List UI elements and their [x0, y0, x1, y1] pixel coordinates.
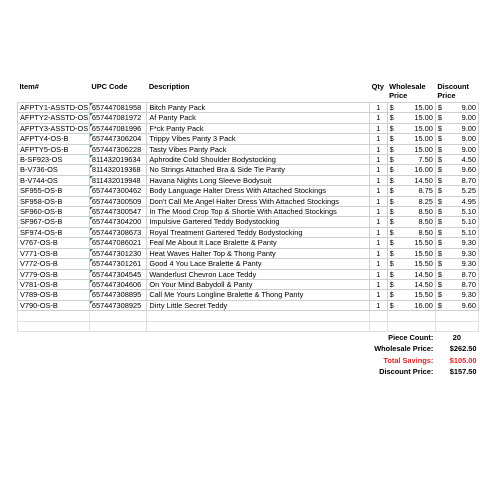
cell-qty[interactable]: 1: [370, 186, 387, 196]
amount: 9.30: [461, 248, 476, 258]
cell-description[interactable]: Impulsive Gartered Teddy Bodystocking: [147, 217, 370, 227]
cell-description[interactable]: Dirty Little Secret Teddy: [147, 300, 370, 310]
cell-discount[interactable]: [435, 279, 478, 289]
wholesale-total-row: [18, 343, 479, 355]
amount: 8.50: [418, 227, 433, 237]
cell-description[interactable]: Tasty Vibes Panty Pack: [147, 144, 370, 154]
total-savings-row: [18, 355, 479, 367]
cell-upc[interactable]: 657447300509: [89, 196, 146, 206]
amount: 8.70: [461, 269, 476, 279]
currency-symbol: $: [437, 186, 442, 196]
currency-symbol: $: [437, 103, 442, 112]
currency-symbol: $: [437, 238, 442, 248]
cell-wholesale[interactable]: [387, 103, 435, 113]
currency-symbol: $: [437, 279, 442, 289]
cell-upc[interactable]: 657447301261: [89, 259, 146, 269]
cell-qty[interactable]: 1: [370, 144, 387, 154]
cell-discount[interactable]: [435, 155, 478, 165]
empty-row: [18, 311, 479, 321]
discount-total-row: [18, 366, 479, 378]
cell-qty[interactable]: 1: [370, 259, 387, 269]
cell-wholesale[interactable]: [387, 259, 435, 269]
cell-discount[interactable]: [435, 144, 478, 154]
amount: 5.10: [461, 217, 476, 227]
cell-wholesale[interactable]: [387, 248, 435, 258]
amount: 7.50: [418, 155, 433, 165]
cell-qty[interactable]: 1: [370, 113, 387, 123]
cell-qty[interactable]: 1: [370, 227, 387, 237]
currency-symbol: $: [389, 227, 394, 237]
table-row: [18, 238, 479, 248]
cell-upc[interactable]: 811432019634: [89, 155, 146, 165]
cell-description[interactable]: Body Language Halter Dress With Attached Stockings: [147, 186, 370, 196]
table-row: [18, 103, 479, 113]
cell-description[interactable]: Heat Waves Halter Top & Thong Panty: [147, 248, 370, 258]
amount: 15.50: [414, 238, 433, 248]
amount: 8.75: [418, 186, 433, 196]
table-row: [18, 290, 479, 300]
cell-description[interactable]: F*ck Panty Pack: [147, 123, 370, 133]
cell-item[interactable]: B-V744-OS: [18, 175, 90, 185]
amount: 8.25: [418, 196, 433, 206]
cell-upc[interactable]: 657447304545: [89, 269, 146, 279]
amount: 9.30: [461, 259, 476, 269]
cell-item[interactable]: AFPTY1-ASSTD-OS: [18, 103, 90, 113]
cell-qty[interactable]: 1: [370, 103, 387, 113]
cell-description[interactable]: Call Me Yours Longline Bralette & Thong Panty: [147, 290, 370, 300]
currency-symbol: $: [437, 290, 442, 300]
table-row: [18, 155, 479, 165]
header-discount-price: Price: [437, 91, 456, 100]
cell-upc[interactable]: 657447304200: [89, 217, 146, 227]
cell-discount[interactable]: [435, 207, 478, 217]
cell-qty[interactable]: 1: [370, 300, 387, 310]
header-description: Description: [148, 81, 190, 91]
amount: 9.60: [461, 300, 476, 310]
amount: 5.10: [461, 227, 476, 237]
amount: 5.10: [461, 207, 476, 217]
cell-wholesale[interactable]: [387, 134, 435, 144]
cell-upc[interactable]: 657447308895: [89, 290, 146, 300]
cell-item[interactable]: SF974-OS-B: [18, 227, 90, 237]
cell-qty[interactable]: 1: [370, 175, 387, 185]
discount-total-value: $157.50: [449, 367, 477, 377]
cell-qty[interactable]: 1: [370, 207, 387, 217]
cell-upc[interactable]: 657447086021: [89, 238, 146, 248]
cell-qty[interactable]: 1: [370, 217, 387, 227]
currency-symbol: $: [389, 134, 394, 144]
cell-upc[interactable]: 657447308673: [89, 227, 146, 237]
currency-symbol: $: [389, 269, 394, 279]
cell-upc[interactable]: 657447081996: [89, 123, 146, 133]
currency-symbol: $: [437, 196, 442, 206]
cell-discount[interactable]: [435, 259, 478, 269]
cell-qty[interactable]: 1: [370, 134, 387, 144]
amount: 14.50: [414, 279, 433, 289]
cell-wholesale[interactable]: [387, 186, 435, 196]
cell-discount[interactable]: [435, 113, 478, 123]
order-table: [17, 80, 479, 378]
cell-item[interactable]: V789-OS-B: [18, 290, 90, 300]
currency-symbol: $: [389, 196, 394, 206]
cell-qty[interactable]: 1: [370, 123, 387, 133]
currency-symbol: $: [389, 165, 394, 175]
table-row: [18, 227, 479, 237]
table-row: [18, 165, 479, 175]
amount: 9.00: [461, 134, 476, 144]
cell-item[interactable]: AFPTY5-OS-B: [18, 144, 90, 154]
cell-wholesale[interactable]: [387, 279, 435, 289]
currency-symbol: $: [389, 207, 394, 217]
cell-item[interactable]: V772-OS-B: [18, 259, 90, 269]
header-discount: Discount: [437, 81, 469, 91]
amount: 8.70: [461, 175, 476, 185]
currency-symbol: $: [437, 259, 442, 269]
table-row: [18, 144, 479, 154]
wholesale-total-value: $262.50: [449, 344, 477, 354]
currency-symbol: $: [437, 207, 442, 217]
currency-symbol: $: [437, 123, 442, 133]
cell-item[interactable]: SF960-OS-B: [18, 207, 90, 217]
header-item: Item#: [19, 81, 39, 91]
amount: 15.00: [414, 113, 433, 123]
cell-discount[interactable]: [435, 165, 478, 175]
header-row: [18, 80, 479, 91]
cell-qty[interactable]: 1: [370, 248, 387, 258]
currency-symbol: $: [437, 165, 442, 175]
cell-description[interactable]: Aphrodite Cold Shoulder Bodystocking: [147, 155, 370, 165]
cell-item[interactable]: V779-OS-B: [18, 269, 90, 279]
amount: 9.00: [461, 103, 476, 112]
cell-qty[interactable]: 1: [370, 269, 387, 279]
cell-description[interactable]: Havana Nights Long Sleeve Bodysuit: [147, 175, 370, 185]
cell-description[interactable]: Af Panty Pack: [147, 113, 370, 123]
spreadsheet: [0, 80, 480, 378]
table-row: [18, 269, 479, 279]
table-row: [18, 113, 479, 123]
cell-discount[interactable]: [435, 300, 478, 310]
amount: 9.30: [461, 238, 476, 248]
amount: 14.50: [414, 269, 433, 279]
cell-upc[interactable]: 657447081972: [89, 113, 146, 123]
amount: 9.00: [461, 113, 476, 123]
cell-wholesale[interactable]: [387, 269, 435, 279]
header-upc: UPC Code: [91, 81, 128, 91]
cell-discount[interactable]: [435, 175, 478, 185]
cell-description[interactable]: Bitch Panty Pack: [147, 103, 370, 113]
cell-discount[interactable]: [435, 269, 478, 279]
empty-row: [18, 321, 479, 331]
cell-description[interactable]: On Your Mind Babydoll & Panty: [147, 279, 370, 289]
cell-description[interactable]: Wanderlust Chevron Lace Teddy: [147, 269, 370, 279]
cell-wholesale[interactable]: [387, 217, 435, 227]
cell-discount[interactable]: [435, 186, 478, 196]
header-qty: Qty: [371, 81, 384, 91]
currency-symbol: $: [389, 217, 394, 227]
cell-item[interactable]: B-V736-OS: [18, 165, 90, 175]
header-wholesale-price: Price: [389, 91, 408, 100]
cell-qty[interactable]: 1: [370, 238, 387, 248]
currency-symbol: $: [389, 279, 394, 289]
currency-symbol: $: [437, 175, 442, 185]
cell-upc[interactable]: 657447301230: [89, 248, 146, 258]
cell-wholesale[interactable]: [387, 227, 435, 237]
cell-qty[interactable]: 1: [370, 290, 387, 300]
cell-qty[interactable]: 1: [370, 196, 387, 206]
currency-symbol: $: [389, 144, 394, 154]
amount: 15.00: [414, 134, 433, 144]
cell-wholesale[interactable]: [387, 144, 435, 154]
amount: 4.50: [461, 155, 476, 165]
cell-description[interactable]: Royal Treatment Gartered Teddy Bodystocking: [147, 227, 370, 237]
amount: 4.95: [461, 196, 476, 206]
cell-upc[interactable]: 657447308925: [89, 300, 146, 310]
currency-symbol: $: [389, 238, 394, 248]
amount: 8.50: [418, 217, 433, 227]
cell-discount[interactable]: [435, 290, 478, 300]
currency-symbol: $: [389, 290, 394, 300]
amount: 15.50: [414, 259, 433, 269]
cell-wholesale[interactable]: [387, 165, 435, 175]
cell-description[interactable]: No Strings Attached Bra & Side Tie Panty: [147, 165, 370, 175]
cell-wholesale[interactable]: [387, 175, 435, 185]
total-savings-value: $105.00: [449, 355, 477, 365]
cell-discount[interactable]: [435, 238, 478, 248]
currency-symbol: $: [389, 175, 394, 185]
amount: 15.00: [414, 144, 433, 154]
cell-wholesale[interactable]: [387, 290, 435, 300]
table-row: [18, 186, 479, 196]
cell-upc[interactable]: 657447300462: [89, 186, 146, 196]
cell-description[interactable]: Don't Call Me Angel Halter Dress With Attached Stockings: [147, 196, 370, 206]
cell-item[interactable]: AFPTY3-ASSTD-OS: [18, 123, 90, 133]
amount: 15.50: [414, 248, 433, 258]
currency-symbol: $: [437, 155, 442, 165]
cell-wholesale[interactable]: [387, 155, 435, 165]
amount: 16.00: [414, 300, 433, 310]
cell-upc[interactable]: 811432019368: [89, 165, 146, 175]
cell-description[interactable]: In The Mood Crop Top & Shortie With Attached Stockings: [147, 207, 370, 217]
cell-item[interactable]: B-SF923-OS: [18, 155, 90, 165]
amount: 9.00: [461, 144, 476, 154]
cell-discount[interactable]: [435, 227, 478, 237]
discount-total-label: Discount Price:: [379, 367, 434, 377]
cell-upc[interactable]: 657447306228: [89, 144, 146, 154]
currency-symbol: $: [437, 144, 442, 154]
currency-symbol: $: [437, 269, 442, 279]
cell-item[interactable]: AFPTY2-ASSTD-OS: [18, 113, 90, 123]
currency-symbol: $: [437, 227, 442, 237]
amount: 16.00: [414, 165, 433, 175]
total-savings-label: Total Savings:: [383, 355, 434, 365]
currency-symbol: $: [389, 248, 394, 258]
amount: 9.60: [461, 165, 476, 175]
cell-discount[interactable]: [435, 103, 478, 113]
amount: 9.30: [461, 290, 476, 300]
cell-item[interactable]: SF955-OS-B: [18, 186, 90, 196]
table-row: [18, 196, 479, 206]
cell-wholesale[interactable]: [387, 123, 435, 133]
cell-description[interactable]: Feal Me About It Lace Bralette & Panty: [147, 238, 370, 248]
amount: 15.50: [414, 290, 433, 300]
cell-item[interactable]: V771-OS-B: [18, 248, 90, 258]
cell-item[interactable]: SF967-OS-B: [18, 217, 90, 227]
cell-item[interactable]: V790-OS-B: [18, 300, 90, 310]
table-row: [18, 134, 479, 144]
table-row: [18, 217, 479, 227]
currency-symbol: $: [437, 134, 442, 144]
amount: 8.50: [418, 207, 433, 217]
cell-upc[interactable]: 657447081958: [89, 103, 146, 113]
amount: 9.00: [461, 123, 476, 133]
header-row-2: [18, 91, 479, 103]
cell-discount[interactable]: [435, 196, 478, 206]
table-row: [18, 300, 479, 310]
table-row: [18, 279, 479, 289]
cell-qty[interactable]: 1: [370, 155, 387, 165]
amount: 15.00: [414, 103, 433, 112]
cell-upc[interactable]: 657447300547: [89, 207, 146, 217]
cell-qty[interactable]: 1: [370, 165, 387, 175]
cell-discount[interactable]: [435, 248, 478, 258]
cell-upc[interactable]: 657447306204: [89, 134, 146, 144]
amount: 8.70: [461, 279, 476, 289]
cell-upc[interactable]: 657447304606: [89, 279, 146, 289]
piece-count-label: Piece Count:: [388, 332, 434, 342]
header-wholesale: Wholesale: [389, 81, 426, 91]
currency-symbol: $: [389, 259, 394, 269]
currency-symbol: $: [389, 123, 394, 133]
amount: 15.00: [414, 123, 433, 133]
cell-wholesale[interactable]: [387, 238, 435, 248]
amount: 14.50: [414, 175, 433, 185]
cell-item[interactable]: V767-OS-B: [18, 238, 90, 248]
amount: 5.25: [461, 186, 476, 196]
wholesale-total-label: Wholesale Price:: [374, 344, 434, 354]
cell-description[interactable]: Good 4 You Lace Bralette & Panty: [147, 259, 370, 269]
table-row: [18, 248, 479, 258]
currency-symbol: $: [389, 113, 394, 123]
cell-upc[interactable]: 811432019948: [89, 175, 146, 185]
cell-item[interactable]: AFPTY4-OS-B: [18, 134, 90, 144]
currency-symbol: $: [437, 248, 442, 258]
cell-item[interactable]: V781-OS-B: [18, 279, 90, 289]
cell-discount[interactable]: [435, 134, 478, 144]
cell-wholesale[interactable]: [387, 207, 435, 217]
table-row: [18, 175, 479, 185]
cell-item[interactable]: SF958-OS-B: [18, 196, 90, 206]
table-row: [18, 207, 479, 217]
currency-symbol: $: [389, 103, 394, 112]
cell-qty[interactable]: 1: [370, 279, 387, 289]
currency-symbol: $: [389, 155, 394, 165]
currency-symbol: $: [437, 113, 442, 123]
currency-symbol: $: [437, 217, 442, 227]
currency-symbol: $: [389, 186, 394, 196]
cell-wholesale[interactable]: [387, 113, 435, 123]
cell-discount[interactable]: [435, 217, 478, 227]
currency-symbol: $: [437, 300, 442, 310]
table-row: [18, 259, 479, 269]
piece-count-value: 20: [452, 332, 462, 342]
currency-symbol: $: [389, 300, 394, 310]
piece-count-row: [18, 331, 479, 343]
cell-description[interactable]: Trippy Vibes Panty 3 Pack: [147, 134, 370, 144]
cell-wholesale[interactable]: [387, 196, 435, 206]
cell-discount[interactable]: [435, 123, 478, 133]
table-row: [18, 123, 479, 133]
cell-wholesale[interactable]: [387, 300, 435, 310]
